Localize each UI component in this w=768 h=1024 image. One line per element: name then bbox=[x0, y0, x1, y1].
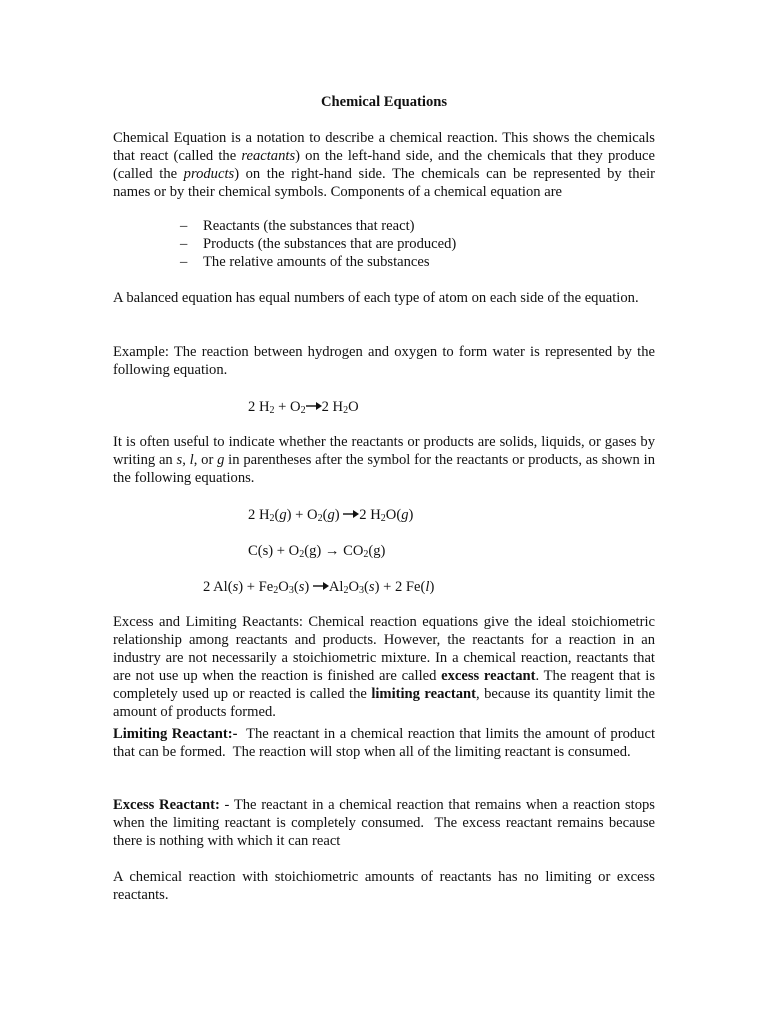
closing-paragraph: A chemical reaction with stoichiometric amounts of reactants has no limiting or excess reactants. bbox=[113, 869, 655, 903]
definition-term: Excess Reactant: bbox=[113, 797, 220, 813]
excess-limiting-paragraph: Excess and Limiting Reactants: Chemical reaction equations give the ideal stoichiometric relationship among reactants and products. However, the reactants for a reaction in an industry are not necessarily a stoichiometric mixture. In a chemical reaction, reactants that are not use up when the reaction is finished are called excess reactant. The reagent that is completely used up or reacted is called the limiting reactant, because its quantity limit the amount of products formed. bbox=[113, 614, 656, 720]
limiting-definition: Limiting Reactant:- The reactant in a chemical reaction that limits the amount of product that can be formed. The reaction will stop when all of the limiting reactant is consumed. bbox=[113, 726, 659, 760]
products-term: products bbox=[183, 166, 235, 182]
list-item: – Reactants (the substances that react) bbox=[180, 218, 415, 234]
equation-thermite: 2 $Al(s) + Fe_2O_3(s) Al_2O_3(s) + 2$ Fe(l) bbox=[203, 579, 435, 596]
equation-water: 2 $H_2 + O_2$ 2 $H_2O$ bbox=[248, 399, 359, 416]
reactants-term: reactants bbox=[241, 148, 296, 164]
balanced-paragraph: A balanced equation has equal numbers of each type of atom on each side of the equation. bbox=[113, 290, 639, 306]
list-item: – Products (the substances that are produced) bbox=[180, 236, 457, 252]
states-paragraph: It is often useful to indicate whether the reactants or products are solids, liquids, or gases by writing an s, l, or g in parentheses after the symbol for the reactants or products, as shown in the following equations. bbox=[113, 434, 655, 486]
equation-carbon-dioxide: $C(s) + O_2(g) \to CO_2(g)$ bbox=[248, 543, 386, 560]
limiting-reactant-term: limiting reactant bbox=[371, 686, 476, 702]
excess-reactant-term: excess reactant bbox=[441, 668, 536, 684]
example-paragraph: Example: The reaction between hydrogen and oxygen to form water is represented by the following equation. bbox=[113, 344, 655, 378]
page-title: Chemical Equations bbox=[320, 94, 448, 110]
components-list bbox=[180, 217, 456, 271]
intro-paragraph: Chemical Equation is a notation to describe a chemical reaction. This shows the chemicals that react (called the reactants) on the left-hand side, and the chemicals that they produce (called the products) on the right-hand side. The chemicals can be represented by their names or by their chemical symbols. Components of a chemical equation are bbox=[113, 130, 655, 200]
reaction-arrow-icon bbox=[313, 581, 329, 591]
reaction-arrow-icon bbox=[343, 509, 359, 519]
definition-term: Limiting Reactant:- bbox=[113, 726, 238, 742]
list-item: – The relative amounts of the substances bbox=[180, 254, 430, 270]
equation-water-states: 2 $H_2(g) + O_2(g)$ 2 $H_2O(g)$ bbox=[248, 507, 414, 524]
reaction-arrow-icon bbox=[306, 401, 322, 411]
reaction-arrow-icon: → bbox=[324, 543, 340, 559]
excess-definition: Excess Reactant: - The reactant in a chemical reaction that remains when a reaction stops when the limiting reactant is completely consumed. The excess reactant remains because there is nothing with which it can react bbox=[113, 797, 659, 849]
